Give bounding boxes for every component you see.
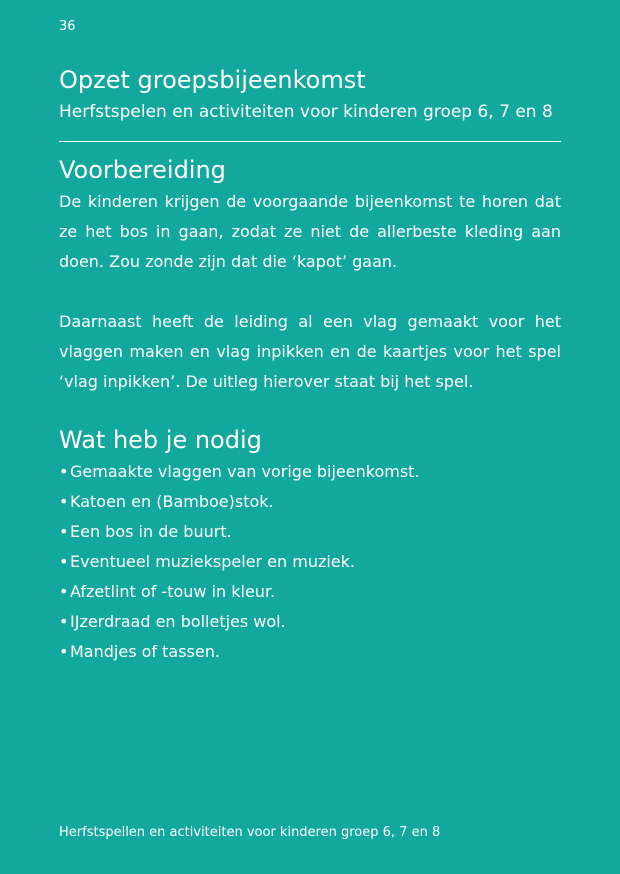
- list-item: [59, 547, 561, 577]
- list-item-text: Katoen en (Bamboe)stok.: [70, 492, 274, 511]
- list-item: [59, 577, 561, 607]
- preparation-heading: Voorbereiding: [59, 156, 226, 184]
- list-item-text: Een bos in de buurt.: [70, 522, 232, 541]
- list-item: [59, 607, 561, 637]
- page-title: Opzet groepsbijeenkomst: [59, 66, 366, 94]
- needs-list: [59, 457, 561, 667]
- page-footer: Herfstspellen en activiteiten voor kinderen groep 6, 7 en 8: [59, 825, 441, 840]
- list-item-text: Afzetlint of -touw in kleur.: [70, 582, 276, 601]
- list-item-text: Gemaakte vlaggen van vorige bijeenkomst.: [70, 462, 420, 481]
- bullet-icon: •: [59, 612, 69, 631]
- bullet-icon: •: [59, 552, 69, 571]
- bullet-icon: •: [59, 522, 69, 541]
- preparation-paragraph: Daarnaast heeft de leiding al een vlag gemaakt voor het vlaggen maken en vlag inpikken en de kaartjes voor het spel ‘vlag inpikken’. De uitleg hierover staat bij het spel.: [59, 312, 561, 391]
- bullet-icon: •: [59, 582, 69, 601]
- list-item-text: Mandjes of tassen.: [70, 642, 220, 661]
- bullet-icon: •: [59, 642, 69, 661]
- title-divider: [59, 141, 561, 142]
- preparation-paragraph: De kinderen krijgen de voorgaande bijeenkomst te horen dat ze het bos in gaan, zodat ze niet de allerbeste kleding aan doen. Zou zonde zijn dat die ‘kapot’ gaan.: [59, 192, 561, 271]
- page-number: 36: [59, 19, 76, 34]
- list-item-text: IJzerdraad en bolletjes wol.: [70, 612, 286, 631]
- list-item-text: Eventueel muziekspeler en muziek.: [70, 552, 355, 571]
- list-item: [59, 457, 561, 487]
- list-item: [59, 637, 561, 667]
- list-item: [59, 487, 561, 517]
- page-subtitle: Herfstspelen en activiteiten voor kinderen groep 6, 7 en 8: [59, 102, 553, 122]
- bullet-icon: •: [59, 492, 69, 511]
- bullet-icon: •: [59, 462, 69, 481]
- list-item: [59, 517, 561, 547]
- needs-heading: Wat heb je nodig: [59, 426, 262, 454]
